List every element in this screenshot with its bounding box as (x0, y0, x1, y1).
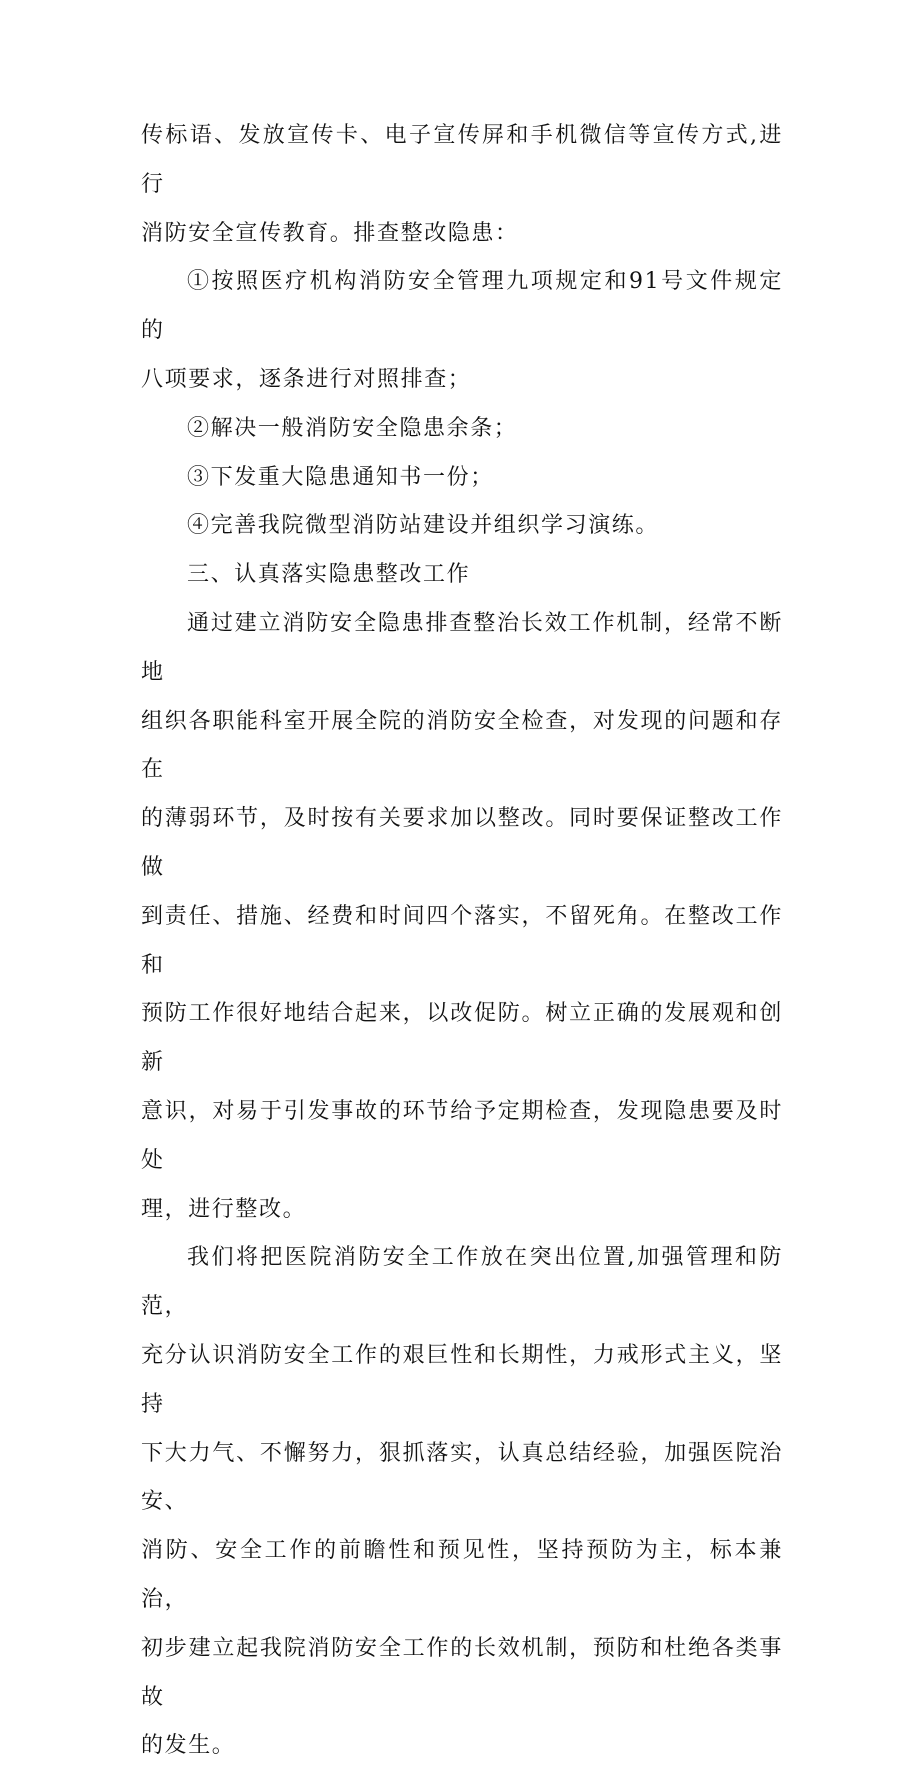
text-line: 八项要求，逐条进行对照排查； (141, 366, 472, 392)
paragraph-closing (141, 1234, 783, 1771)
text-line: ④完善我院微型消防站建设并组织学习演练。 (187, 513, 660, 539)
list-item-1 (141, 258, 783, 404)
text-line: 理，进行整改。 (141, 1196, 307, 1222)
text-line: 的薄弱环节，及时按有关要求加以整改。同时要保证整改工作做 (141, 806, 783, 880)
text-line: 预防工作很好地结合起来，以改促防。树立正确的发展观和创新 (141, 1001, 783, 1076)
text-line: 通过建立消防安全隐患排查整治长效工作机制，经常不断地 (141, 610, 783, 685)
document-body (141, 112, 783, 1771)
section-heading (141, 551, 783, 600)
text-line: ①按照医疗机构消防安全管理九项规定和91号文件规定的 (141, 269, 783, 344)
list-item-2 (141, 405, 783, 454)
text-line: 下大力气、不懈努力，狠抓落实，认真总结经验，加强医院治安、 (141, 1440, 783, 1515)
text-line: 消防、安全工作的前瞻性和预见性，坚持预防为主，标本兼治， (141, 1538, 783, 1612)
text-line: 的发生。 (141, 1733, 236, 1759)
list-item-4 (141, 502, 783, 551)
text-line: 初步建立起我院消防安全工作的长效机制，预防和杜绝各类事故 (141, 1635, 783, 1710)
text-line: 组织各职能科室开展全院的消防安全检查，对发现的问题和存在 (141, 708, 783, 783)
text-line: 三、认真落实隐患整改工作 (187, 562, 471, 588)
text-line: ③下发重大隐患通知书一份； (187, 464, 494, 490)
paragraph-publicity (141, 112, 783, 258)
paragraph-rectification (141, 600, 783, 1234)
text-line: 消防安全宣传教育。排查整改隐患： (141, 220, 519, 246)
text-line: 到责任、措施、经费和时间四个落实，不留死角。在整改工作和 (141, 903, 783, 978)
text-line: 传标语、发放宣传卡、电子宣传屏和手机微信等宣传方式,进行 (141, 123, 783, 197)
text-line: ②解决一般消防安全隐患余条； (187, 415, 518, 441)
text-line: 我们将把医院消防安全工作放在突出位置,加强管理和防范， (141, 1245, 783, 1320)
text-line: 意识，对易于引发事故的环节给予定期检查，发现隐患要及时处 (141, 1098, 783, 1173)
list-item-3 (141, 454, 783, 503)
text-line: 充分认识消防安全工作的艰巨性和长期性，力戒形式主义，坚持 (141, 1342, 783, 1417)
